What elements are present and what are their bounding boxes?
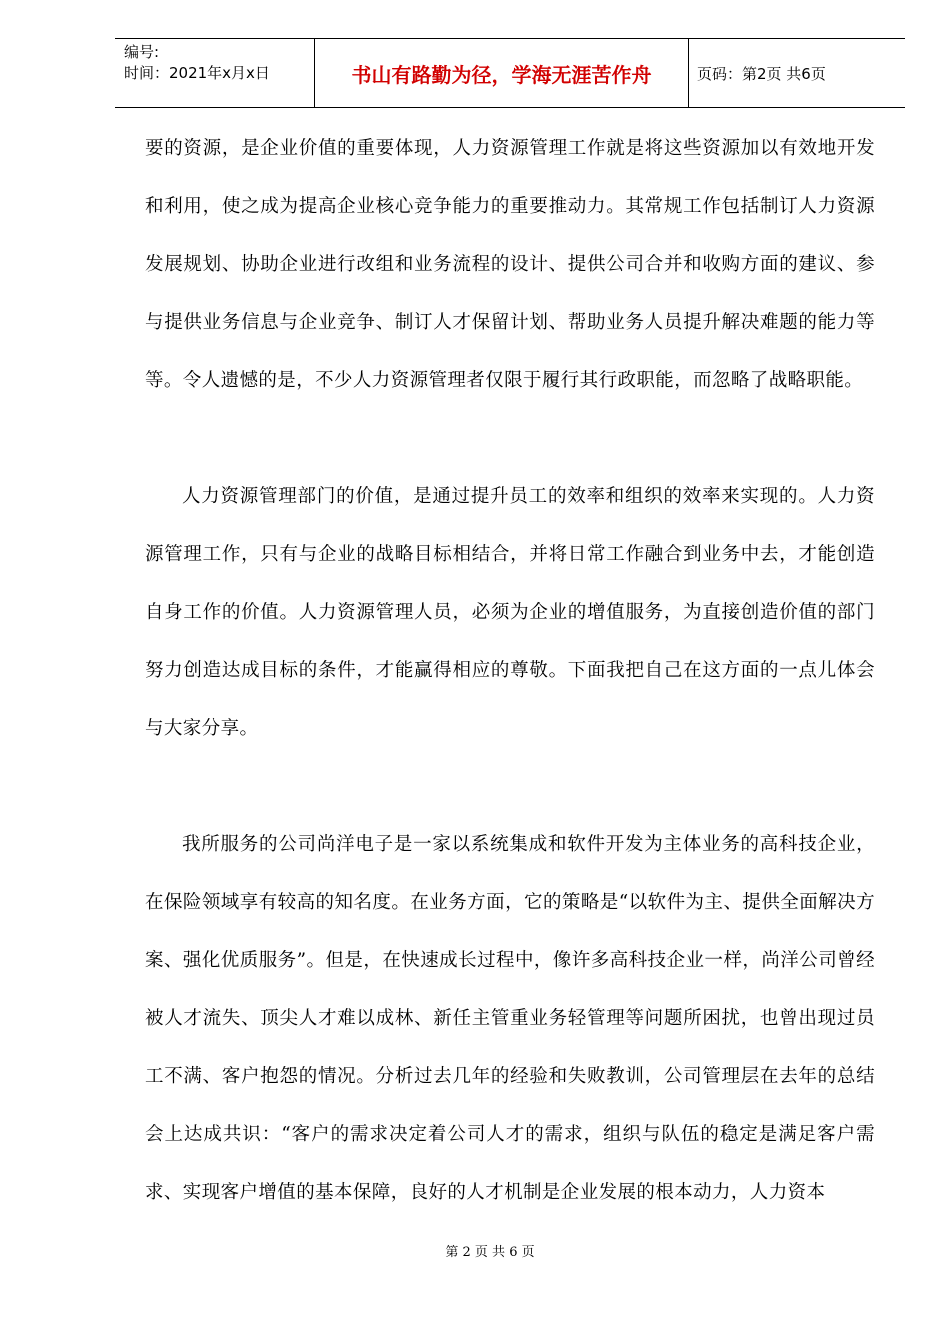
header-middle-cell: [315, 39, 689, 107]
document-number-label: 编号:: [124, 43, 160, 61]
paragraph-1: 要的资源，是企业价值的重要体现，人力资源管理工作就是将这些资源加以有效地开发和利用，使之成为提高企业核心竞争能力的重要推动力。其常规工作包括制订人力资源发展规划、协助企业进行改组和业务流程的设计、提供公司合并和收购方面的建议、参与提供业务信息与企业竞争、制订人才保留计划、帮助业务人员提升解决难题的能力等等。令人遗憾的是，不少人力资源管理者仅限于履行其行政职能，而忽略了战略职能。: [145, 138, 875, 391]
header-right-cell: [689, 39, 905, 107]
paragraph-3: 我所服务的公司尚洋电子是一家以系统集成和软件开发为主体业务的高科技企业，在保险领域享有较高的知名度。在业务方面，它的策略是“以软件为主、提供全面解决方案、强化优质服务”。但是，在快速成长过程中，像许多高科技企业一样，尚洋公司曾经被人才流失、顶尖人才难以成林、新任主管重业务轻管理等问题所困扰，也曾出现过员工不满、客户抱怨的情况。分析过去几年的经验和失败教训，公司管理层在去年的总结会上达成共识：“客户的需求决定着公司人才的需求，组织与队伍的稳定是满足客户需求、实现客户增值的基本保障，良好的人才机制是企业发展的根本动力，人力资本: [145, 834, 875, 1203]
header-left-cell: [115, 39, 315, 107]
header-page-info: 页码：第2页 共6页: [697, 65, 826, 83]
paragraph-2: 人力资源管理部门的价值，是通过提升员工的效率和组织的效率来实现的。人力资源管理工作，只有与企业的战略目标相结合，并将日常工作融合到业务中去，才能创造自身工作的价值。人力资源管理人员，必须为企业的增值服务，为直接创造价值的部门努力创造达成目标的条件，才能赢得相应的尊敬。下面我把自己在这方面的一点儿体会与大家分享。: [145, 486, 875, 739]
header-motto: 书山有路勤为径，学海无涯苦作舟: [351, 63, 652, 87]
paragraph-gap: [145, 410, 875, 468]
paragraph-gap: [145, 758, 875, 816]
document-date-label: 时间：2021年x月x日: [124, 64, 270, 82]
page-footer: 第 2 页 共 6 页: [445, 1245, 535, 1260]
document-header: [115, 38, 905, 108]
document-body: [145, 120, 875, 1222]
